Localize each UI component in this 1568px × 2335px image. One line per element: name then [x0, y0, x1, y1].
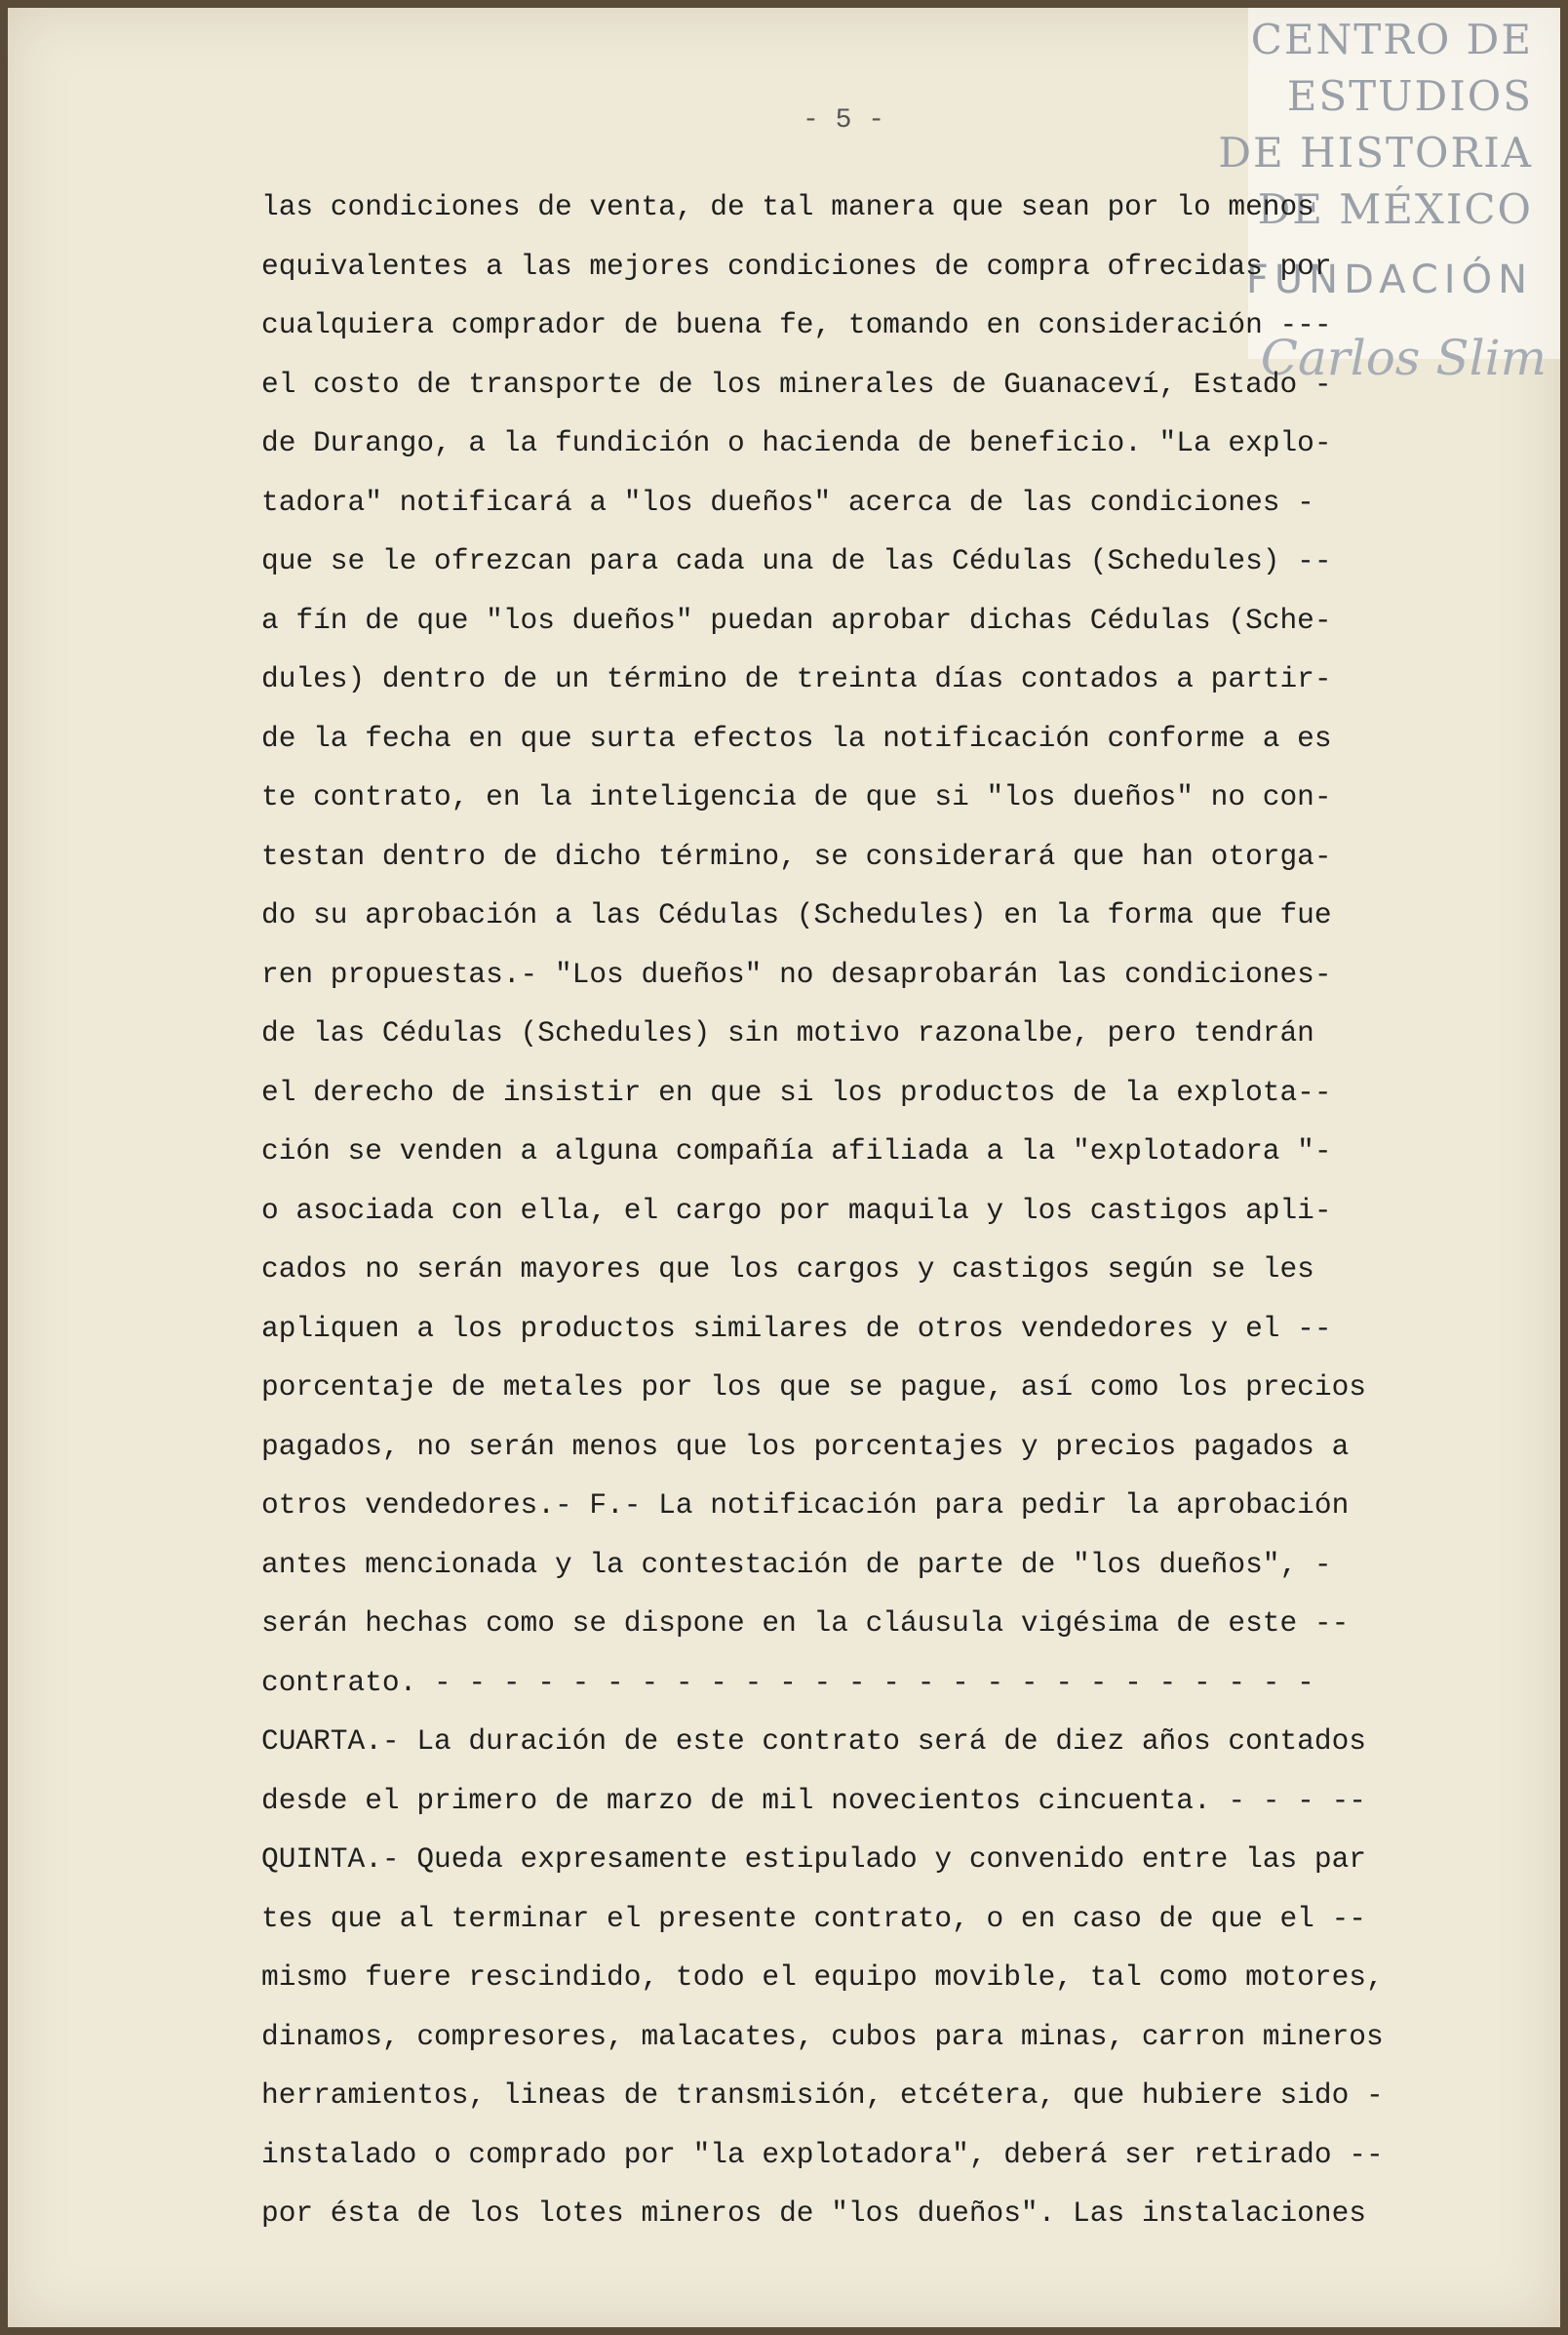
page-number: - 5 -: [803, 105, 885, 136]
watermark-line: DE HISTORIA: [1218, 129, 1533, 177]
text-line: por ésta de los lotes mineros de "los dueños". Las instalaciones: [261, 2196, 1366, 2230]
text-line: testan dentro de dicho término, se considerará que han otorga-: [261, 839, 1332, 873]
text-line: de Durango, a la fundición o hacienda de beneficio. "La explo-: [261, 426, 1332, 459]
document-page: [8, 8, 1560, 2327]
text-line: equivalentes a las mejores condiciones de compra ofrecidas por: [261, 249, 1332, 283]
text-line: te contrato, en la inteligencia de que si "los dueños" no con-: [261, 780, 1332, 813]
text-line: instalado o comprado por "la explotadora", deberá ser retirado --: [261, 2137, 1384, 2171]
watermark-signature: Carlos Slim: [1260, 330, 1547, 386]
text-line: apliquen a los productos similares de otros vendedores y el --: [261, 1311, 1332, 1345]
text-line: a fín de que "los dueños" puedan aprobar dichas Cédulas (Sche-: [261, 603, 1332, 637]
text-line: tadora" notificará a "los dueños" acerca de las condiciones -: [261, 485, 1314, 519]
text-line: ción se venden a alguna compañía afiliada a la "explotadora "-: [261, 1134, 1332, 1168]
text-line: porcentaje de metales por los que se pague, así como los precios: [261, 1370, 1366, 1404]
text-line: o asociada con ella, el cargo por maquila y los castigos apli-: [261, 1193, 1332, 1227]
text-line: el derecho de insistir en que si los productos de la explota--: [261, 1075, 1332, 1109]
text-line: cados no serán mayores que los cargos y castigos según se les: [261, 1252, 1314, 1286]
text-line: contrato. - - - - - - - - - - - - - - - - - - - - - - - - - -: [261, 1665, 1314, 1699]
text-line: dinamos, compresores, malacates, cubos para minas, carron mineros: [261, 2019, 1384, 2053]
watermark-line: DE MÉXICO: [1257, 185, 1533, 233]
text-line: que se le ofrezcan para cada una de las Cédulas (Schedules) --: [261, 544, 1332, 577]
text-line: mismo fuere rescindido, todo el equipo movible, tal como motores,: [261, 1960, 1384, 1994]
text-line: cualquiera comprador de buena fe, tomando en consideración ---: [261, 308, 1332, 341]
text-line: herramientos, lineas de transmisión, etcétera, que hubiere sido -: [261, 2078, 1384, 2112]
text-line: el costo de transporte de los minerales de Guanaceví, Estado -: [261, 367, 1332, 401]
text-line: desde el primero de marzo de mil novecientos cincuenta. - - - --: [261, 1783, 1366, 1817]
text-line: pagados, no serán menos que los porcentajes y precios pagados a: [261, 1429, 1350, 1463]
text-line: do su aprobación a las Cédulas (Schedules) en la forma que fue: [261, 898, 1332, 931]
text-line: serán hechas como se dispone en la cláusula vigésima de este --: [261, 1606, 1350, 1640]
text-line: las condiciones de venta, de tal manera que sean por lo menos: [261, 190, 1314, 223]
text-line: tes que al terminar el presente contrato, o en caso de que el --: [261, 1901, 1366, 1935]
text-line: dules) dentro de un término de treinta días contados a partir-: [261, 662, 1332, 695]
text-line: antes mencionada y la contestación de parte de "los dueños", -: [261, 1547, 1332, 1581]
text-line: CUARTA.- La duración de este contrato será de diez años contados: [261, 1724, 1366, 1758]
watermark-line: FUNDACIÓN: [1245, 257, 1533, 302]
text-line: otros vendedores.- F.- La notificación para pedir la aprobación: [261, 1488, 1350, 1522]
text-line: ren propuestas.- "Los dueños" no desaprobarán las condiciones-: [261, 957, 1332, 991]
typed-body-text: [261, 178, 1451, 2243]
watermark-line: CENTRO DE: [1250, 16, 1533, 63]
text-line: de las Cédulas (Schedules) sin motivo razonalbe, pero tendrán: [261, 1016, 1314, 1049]
text-line: QUINTA.- Queda expresamente estipulado y convenido entre las par: [261, 1842, 1366, 1876]
text-line: de la fecha en que surta efectos la notificación conforme a es: [261, 721, 1332, 755]
watermark-line: ESTUDIOS: [1286, 72, 1533, 120]
